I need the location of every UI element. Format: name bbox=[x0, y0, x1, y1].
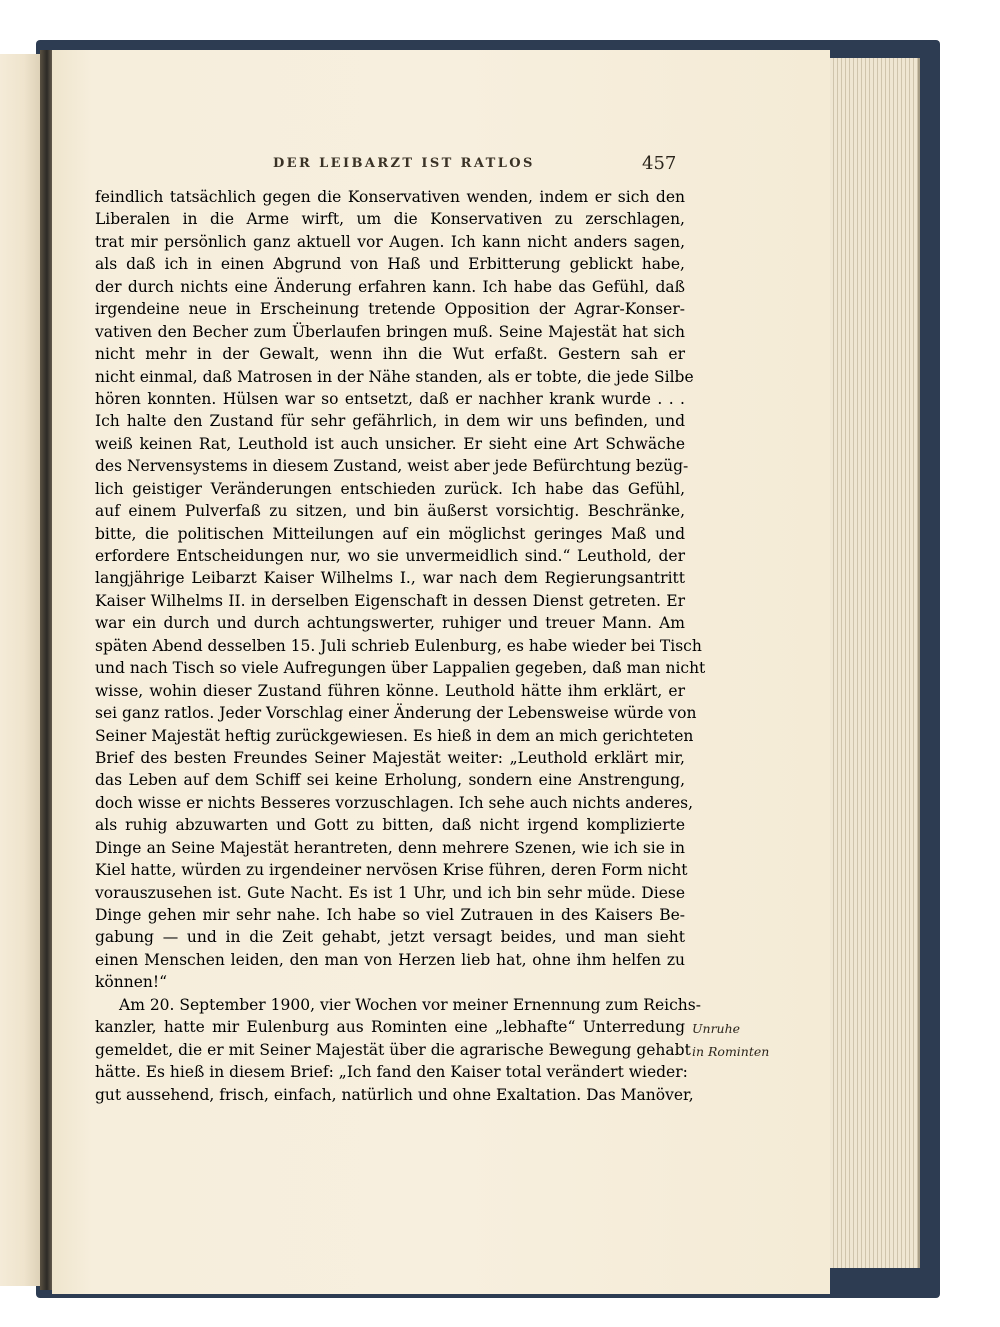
left-page-edge bbox=[0, 54, 44, 1286]
text-line: vorauszusehen ist. Gute Nacht. Es ist 1 Uhr, und ich bin sehr müde. Diese bbox=[95, 883, 685, 902]
text-line: war ein durch und durch achtungswerter, ruhiger und treuer Mann. Am bbox=[95, 614, 685, 633]
text-line: weiß keinen Rat, Leuthold ist auch unsicher. Er sieht eine Art Schwäche bbox=[95, 434, 685, 453]
text-line: irgendeine neue in Erscheinung tretende Opposition der Agrar-Konser- bbox=[95, 300, 685, 319]
text-line: nicht mehr in der Gewalt, wenn ihn die Wut erfaßt. Gestern sah er bbox=[95, 345, 685, 364]
text-line: als daß ich in einen Abgrund von Haß und Erbitterung geblickt habe, bbox=[95, 255, 685, 274]
running-head: DER LEIBARZT IST RATLOS bbox=[273, 156, 535, 171]
text-line: Kiel hatte, würden zu irgendeiner nervösen Krise führen, deren Form nicht bbox=[95, 861, 688, 880]
text-line: sei ganz ratlos. Jeder Vorschlag einer Änderung der Lebensweise würde von bbox=[95, 704, 697, 723]
text-line: Kaiser Wilhelms II. in derselben Eigenschaft in dessen Dienst getreten. Er bbox=[95, 591, 685, 610]
text-line: als ruhig abzuwarten und Gott zu bitten, daß nicht irgend komplizierte bbox=[95, 816, 685, 835]
margin-note bbox=[692, 1018, 769, 1063]
text-line: gemeldet, die er mit Seiner Majestät über die agrarische Bewegung gehabt bbox=[95, 1040, 691, 1059]
text-line: bitte, die politischen Mitteilungen auf ein möglichst geringes Maß und bbox=[95, 524, 685, 543]
body-text bbox=[95, 186, 706, 1106]
text-line: einen Menschen leiden, den man von Herzen lieb hat, ohne ihm helfen zu bbox=[95, 950, 685, 969]
text-line: gut aussehend, frisch, einfach, natürlich und ohne Exaltation. Das Manöver, bbox=[95, 1085, 694, 1104]
page-number: 457 bbox=[642, 153, 677, 174]
page-edges bbox=[822, 58, 920, 1268]
text-line: Dinge an Seine Majestät herantreten, denn mehrere Szenen, wie ich sie in bbox=[95, 838, 685, 857]
text-line: hören konnten. Hülsen war so entsetzt, daß er nachher krank wurde . . . bbox=[95, 389, 685, 408]
text-line: langjährige Leibarzt Kaiser Wilhelms I., war nach dem Regierungsantritt bbox=[95, 569, 685, 588]
text-line: Brief des besten Freundes Seiner Majestät weiter: „Leuthold erklärt mir, bbox=[95, 748, 685, 767]
text-line: Am 20. September 1900, vier Wochen vor meiner Ernennung zum Reichs- bbox=[119, 995, 701, 1014]
text-line: feindlich tatsächlich gegen die Konservativen wenden, indem er sich den bbox=[95, 188, 685, 206]
text-line: trat mir persönlich ganz aktuell vor Augen. Ich kann nicht anders sagen, bbox=[95, 232, 685, 251]
text-line: vativen den Becher zum Überlaufen bringen muß. Seine Majestät hat sich bbox=[95, 322, 685, 341]
text-line: und nach Tisch so viele Aufregungen über Lappalien gegeben, daß man nicht bbox=[95, 659, 706, 678]
text-line: nicht einmal, daß Matrosen in der Nähe standen, als er tobte, die jede Silbe bbox=[95, 367, 694, 386]
text-line: späten Abend desselben 15. Juli schrieb Eulenburg, es habe wieder bei Tisch bbox=[95, 636, 702, 655]
text-line: der durch nichts eine Änderung erfahren kann. Ich habe das Gefühl, daß bbox=[95, 277, 685, 296]
text-line: Liberalen in die Arme wirft, um die Konservativen zu zerschlagen, bbox=[95, 210, 685, 229]
text-line: wisse, wohin dieser Zustand führen könne. Leuthold hätte ihm erklärt, er bbox=[95, 681, 685, 700]
text-line: Seiner Majestät heftig zurückgewiesen. Es hieß in dem an mich gerichteten bbox=[95, 726, 694, 745]
text-line: Ich halte den Zustand für sehr gefährlich, in dem wir uns befinden, und bbox=[95, 412, 685, 431]
text-line: das Leben auf dem Schiff sei keine Erholung, sondern eine Anstrengung, bbox=[95, 771, 685, 790]
text-line: gabung — und in die Zeit gehabt, jetzt versagt beides, und man sieht bbox=[95, 928, 685, 947]
text-line: hätte. Es hieß in diesem Brief: „Ich fand den Kaiser total verändert wieder: bbox=[95, 1063, 688, 1082]
text-line: des Nervensystems in diesem Zustand, weist aber jede Befürchtung bezüg- bbox=[95, 457, 689, 476]
margin-note-line: Unruhe bbox=[692, 1021, 741, 1036]
text-line: erfordere Entscheidungen nur, wo sie unvermeidlich sind.“ Leuthold, der bbox=[95, 547, 685, 565]
text-line: auf einem Pulverfaß zu sitzen, und bin äußerst vorsichtig. Beschränke, bbox=[95, 502, 685, 521]
text-line: doch wisse er nichts Besseres vorzuschlagen. Ich sehe auch nichts anderes, bbox=[95, 793, 694, 812]
margin-note-line: in Rominten bbox=[692, 1043, 770, 1059]
text-line: lich geistiger Veränderungen entschieden zurück. Ich habe das Gefühl, bbox=[95, 479, 685, 498]
text-line: kanzler, hatte mir Eulenburg aus Rominten eine „lebhafte“ Unterredung bbox=[95, 1018, 685, 1037]
text-line: können!“ bbox=[95, 973, 167, 992]
text-line: Dinge gehen mir sehr nahe. Ich habe so viel Zutrauen in des Kaisers Be- bbox=[95, 906, 685, 924]
